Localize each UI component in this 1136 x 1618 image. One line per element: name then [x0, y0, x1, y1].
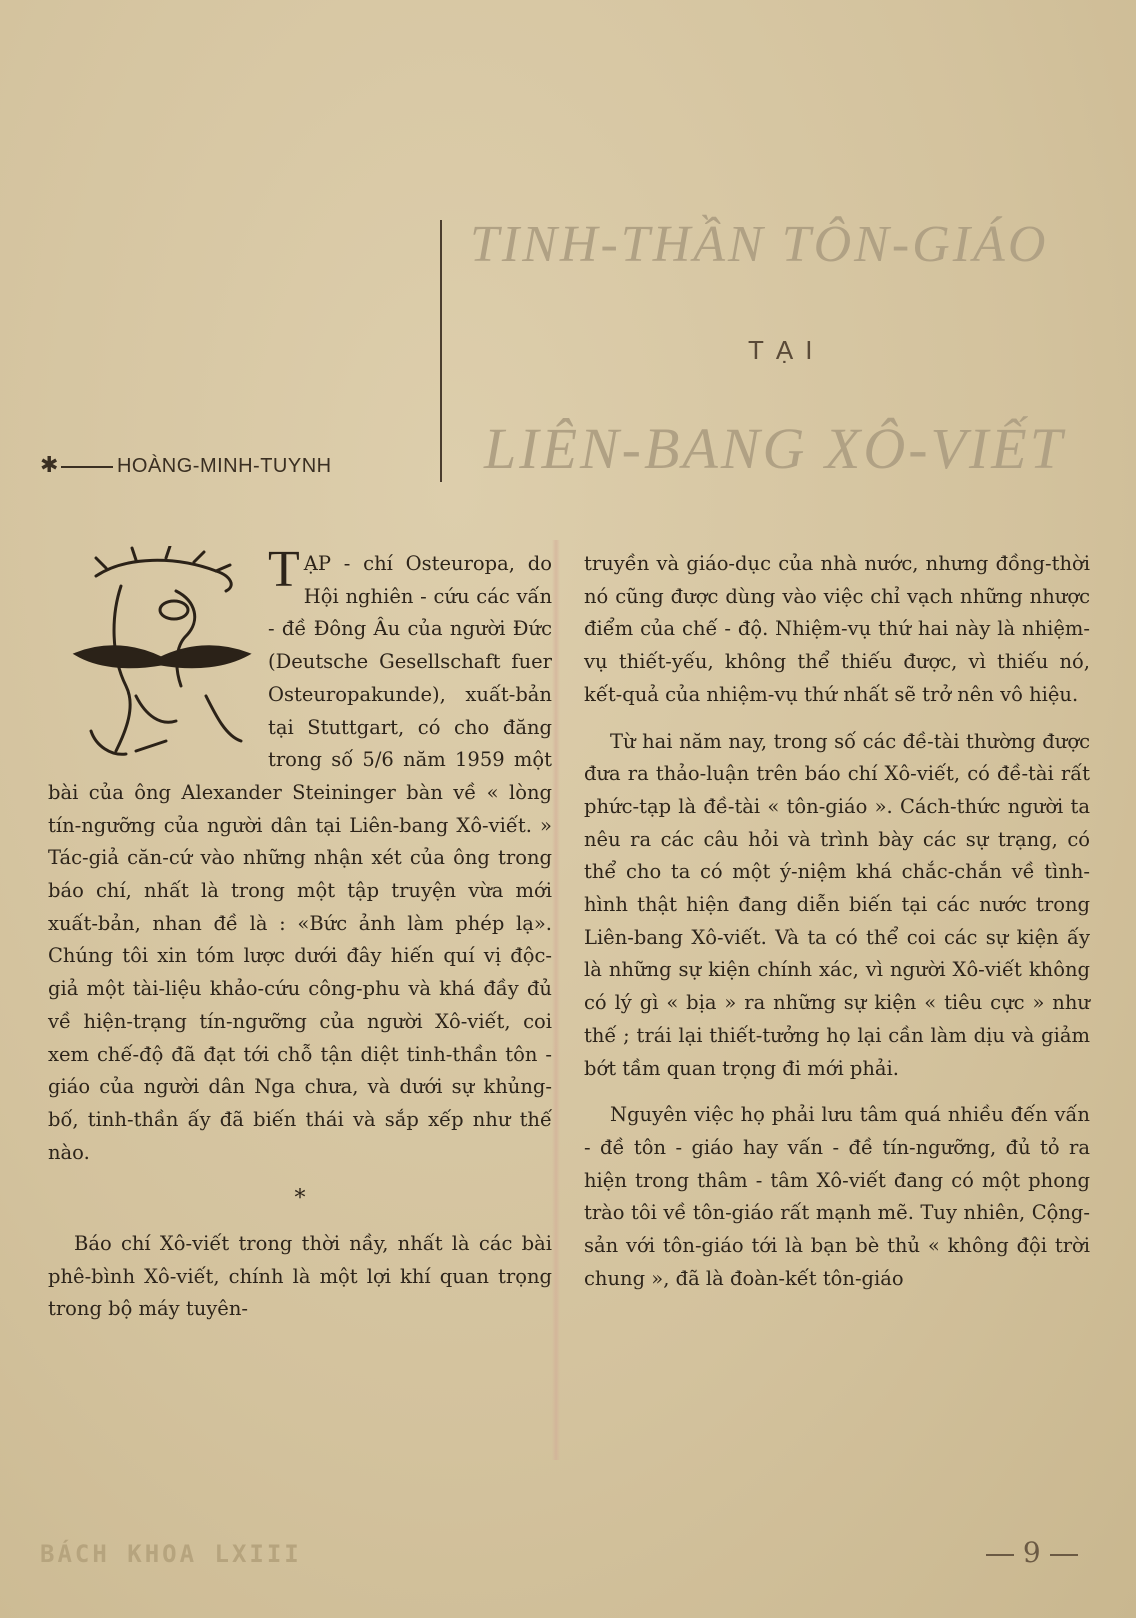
section-separator: *	[294, 1186, 306, 1212]
page-number-footer	[986, 1536, 1078, 1569]
magazine-footer: BÁCH KHOA LXIII	[40, 1540, 302, 1568]
title-line-1: TINH-THẦN TÔN-GIÁO	[470, 216, 1049, 273]
author-name: HOÀNG-MINH-TUYNH	[116, 455, 332, 477]
left-paragraph-1: ẠP - chí Osteuropa, do Hội nghiên - cứu các vấn - đề Đông Âu của người Đức (Deutsche Gesellschaft fuer Osteuropakunde), xuất-bản tại Stuttgart, có cho đăng trong số 5/6 năm 1959 một bài của ông Alexander Steininger bàn về « lòng tín-ngưỡng của người dân tại Liên-bang Xô-viết. » Tác-giả căn-cứ vào những nhận xét của ông trong báo chí, nhất là trong một tập truyện vừa mới xuất-bản, nhan đề là : «Bức ảnh làm phép lạ». Chúng tôi xin tóm lược dưới đây hiến quí vị độc-giả một tài-liệu khảo-cứu công-phu và khá đầy đủ về hiện-trạng tín-ngưỡng của người Xô-viết, coi xem chế-độ đã đạt tới chỗ tận diệt tinh-thần tôn - giáo của người dân Nga chưa, và dưới sự khủng-bố, tinh-thần ấy đã biến thái và sắp xếp như thế nào.	[48, 552, 552, 1164]
title-line-3: LIÊN-BANG XÔ-VIẾT	[484, 416, 1065, 481]
page-number-dash-left	[986, 1554, 1014, 1556]
right-paragraph-1: truyền và giáo-dục của nhà nước, nhưng đồng-thời nó cũng được dùng vào việc chỉ vạch những nhược điểm của chế - độ. Nhiệm-vụ thứ hai này là nhiệm-vụ thiết-yếu, không thể thiếu được, vì thiếu nó, kết-quả của nhiệm-vụ thứ nhất sẽ trở nên vô hiệu.	[584, 552, 1090, 706]
left-paragraph-2: Báo chí Xô-viết trong thời nầy, nhất là các bài phê-bình Xô-viết, chính là một lợi khí quan trọng trong bộ máy tuyên-	[48, 1232, 552, 1321]
left-column	[48, 541, 552, 1326]
page-number-dash-right	[1050, 1554, 1078, 1556]
asterisk-ornament-icon: ✱	[40, 452, 59, 477]
right-column	[584, 548, 1090, 1295]
dropcap-letter: T	[268, 541, 300, 598]
byline	[40, 452, 332, 478]
byline-dash	[61, 466, 113, 468]
decorative-figure-illustration	[66, 546, 256, 764]
right-paragraph-2: Từ hai năm nay, trong số các đề-tài thường được đưa ra thảo-luận trên báo chí Xô-viết, có đề-tài rất phức-tạp là đề-tài « tôn-giáo ». Cách-thức người ta nêu ra các câu hỏi và trình bày các sự trạng, có thể cho ta có một ý-niệm khá chắc-chắn về tình-hình thật hiện đang diễn biến tại các nước trong Liên-bang Xô-viết. Và ta có thể coi các sự kiện ấy là những sự kiện chính xác, vì người Xô-viết không có lý gì « bịa » ra những sự kiện « tiêu cực » như thế ; trái lại thiết-tưởng họ lại cần làm dịu và giảm bớt tầm quan trọng đi mới phải.	[584, 729, 1090, 1080]
title-line-2: TẠI	[748, 335, 825, 365]
title-divider	[440, 220, 442, 482]
paper-tape-mark	[552, 540, 560, 1460]
page-number: 9	[1022, 1536, 1041, 1569]
right-paragraph-3: Nguyên việc họ phải lưu tâm quá nhiều đến vấn - đề tôn - giáo hay vấn - đề tín-ngưỡng, đủ tỏ ra hiện trong thâm - tâm Xô-viết đang có một phong trào tôi về tôn-giáo rất mạnh mẽ. Tuy nhiên, Cộng-sản với tôn-giáo tới là bạn bè thủ « không đội trời chung », đã là đoàn-kết tôn-giáo	[584, 1103, 1090, 1290]
